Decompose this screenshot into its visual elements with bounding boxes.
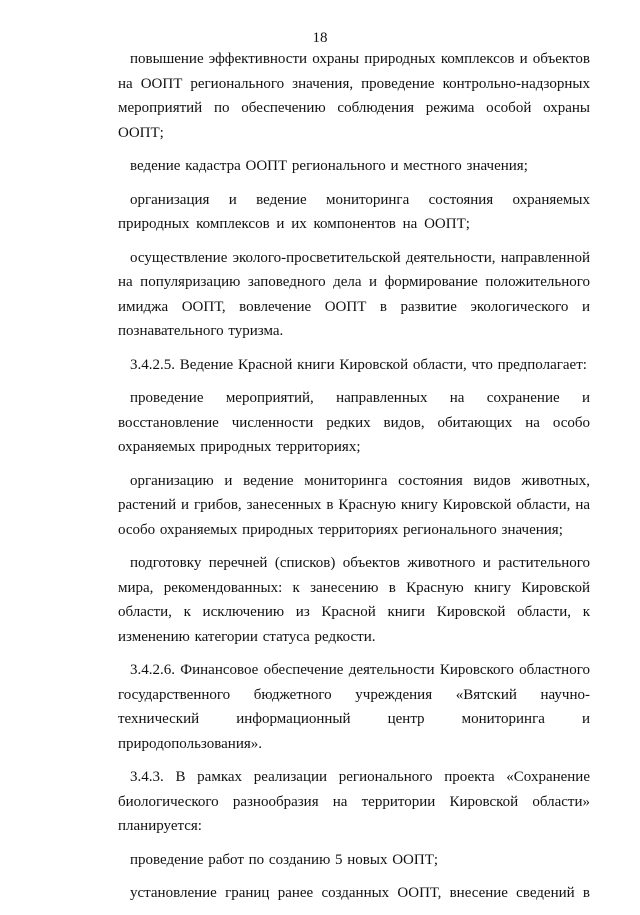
paragraph-4: осуществление эколого-просветительской деятельности, направленной на популяризацию заповедного дела и формирование положительного имиджа ООПТ, вовлечение ООПТ в развитие экологического и познавательного туризма. bbox=[118, 249, 590, 339]
paragraph-1: повышение эффективности охраны природных комплексов и объектов на ООПТ регионального значения, проведение контрольно-надзорных мероприятий по обеспечению соблюдения режима особой охраны ООПТ; bbox=[118, 51, 590, 141]
document-body bbox=[118, 47, 590, 915]
paragraph-3: организация и ведение мониторинга состояния охраняемых природных комплексов и их компонентов на ООПТ; bbox=[118, 191, 590, 232]
paragraph-7: организацию и ведение мониторинга состояния видов животных, растений и грибов, занесенных в Красную книгу Кировской области, на особо охраняемых природных территориях регионального значения; bbox=[118, 472, 590, 538]
paragraph-5: 3.4.2.5. Ведение Красной книги Кировской области, что предполагает: bbox=[130, 356, 587, 373]
paragraph-10: 3.4.3. В рамках реализации регионального проекта «Сохранение биологического разнообразия на территории Кировской области» планируется: bbox=[118, 769, 590, 834]
paragraph-2: ведение кадастра ООПТ регионального и местного значения; bbox=[130, 158, 528, 174]
paragraph-12: установление границ ранее созданных ООПТ, внесение сведений в bbox=[130, 885, 590, 901]
paragraph-8: подготовку перечней (списков) объектов животного и растительного мира, рекомендованных: к занесению в Красную книгу Кировской области, к исключению из Красной книги Кировской области, к изменению категории статуса редкости. bbox=[118, 555, 590, 645]
paragraph-6: проведение мероприятий, направленных на сохранение и восстановление численности редких видов, обитающих на особо охраняемых природных территориях; bbox=[118, 390, 590, 455]
paragraph-11: проведение работ по созданию 5 новых ООПТ; bbox=[130, 851, 439, 868]
page-number: 18 bbox=[312, 30, 328, 46]
paragraph-9: 3.4.2.6. Финансовое обеспечение деятельности Кировского областного государственного бюджетного учреждения «Вятский научно-технический информационный центр мониторинга и природопользования». bbox=[118, 662, 590, 752]
